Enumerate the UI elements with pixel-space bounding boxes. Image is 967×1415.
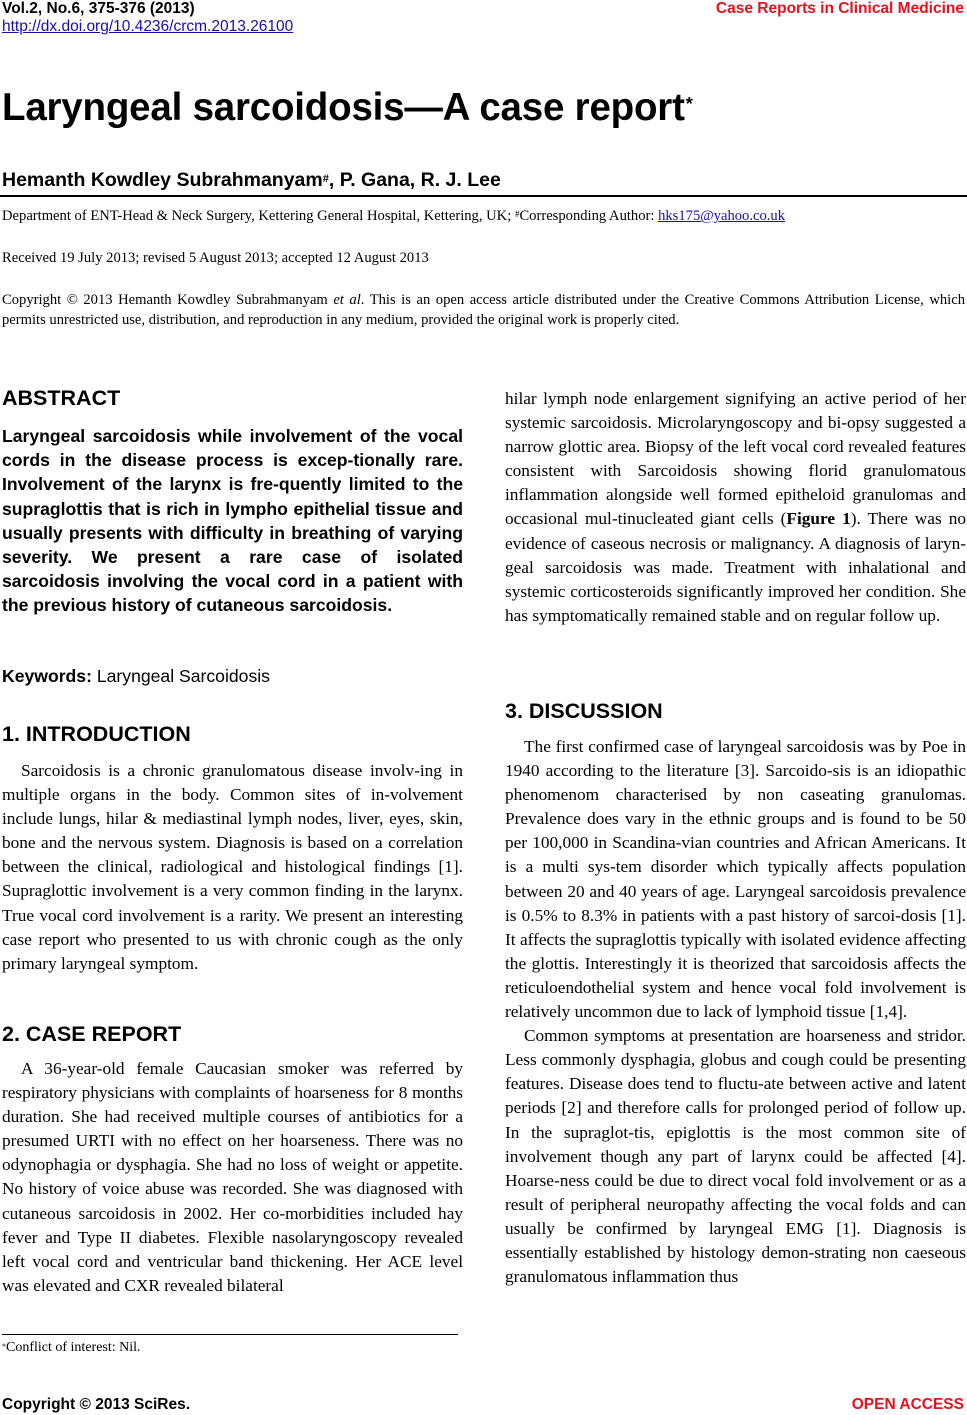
corresponding-mark-aff: # — [514, 209, 520, 219]
case-report-continued-end: ). There was no evidence of caseous necrosis or malignancy. A diagnosis of laryn-geal sarcoidosis was made. Treatment with inhalational and systemic corticosteroids significantly improved her condition. She has symptomatically remained stable and on regular follow up. — [505, 509, 966, 625]
section-heading-discussion: 3. DISCUSSION — [505, 699, 663, 723]
case-report-continued: hilar lymph node enlargement signifying an active period of her systemic sarcoidosis. Microlaryngoscopy and bi-opsy suggested a narrow glottic area. Biopsy of the left vocal cord revealed features consistent with Sarcoidosis showing florid granulomatous inflammation alongside well formed epitheloid granulomas and occasional mul-tinucleated giant cells ( — [505, 389, 966, 529]
footnote-divider — [2, 1334, 458, 1335]
corresponding-label: Corresponding Author: — [519, 208, 659, 224]
article-dates: Received 19 July 2013; revised 5 August 2013; accepted 12 August 2013 — [2, 250, 429, 266]
journal-name: Case Reports in Clinical Medicine — [715, 0, 964, 17]
article-title — [2, 80, 693, 136]
discussion-paragraph-1-text: The first confirmed case of laryngeal sarcoidosis was by Poe in 1940 according to the literature [3]. Sarcoido-sis is an idiopathic phenomenom characterised by non caseating granulomas. Prevalence does vary in the ethnic groups and is found to be 50 per 100,000 in Scandina-vian countries and African Americans. It is a multi sys-tem disorder which typically affects population between 20 and 40 years of age. Laryngeal sarcoidosis prevalence is 0.5% to 8.3% in patients with a past history of sarcoi-dosis [1]. It affects the supraglottis typically with isolated evidence affecting the glottis. Interestingly it is theorized that sarcoidosis affects the reticuloendothelial system and hence vocal fold involvement is relatively uncommon due to lack of lymphoid tissue [1,4]. — [505, 737, 966, 1022]
copyright-text-end: . This is an open access article distributed under the Creative Commons Attribution License, which permits unrestricted use, distribution, and reproduction in any medium, provided the original work is properly cited. — [2, 292, 965, 328]
figure-1-reference[interactable]: Figure 1 — [786, 509, 851, 529]
discussion-paragraph-2 — [505, 1024, 966, 1289]
footnote — [2, 1339, 141, 1357]
introduction-paragraph: Sarcoidosis is a chronic granulomatous disease involv-ing in multiple organs in the body. Common sites of in-volvement include lungs, hilar & mediastinal lymph nodes, liver, eyes, skin, bone and the nervous system. Diagnosis is based on a correlation between the clinical, radiological and histological findings [1]. Supraglottic involvement is a very common finding in the larynx. True vocal cord involvement is a rarity. We present an interesting case report who presented to us with chronic cough as the only primary laryngeal symptom. — [2, 761, 463, 973]
copyright-etal: et al — [333, 292, 361, 308]
copyright-notice — [2, 290, 965, 330]
open-access-label: OPEN ACCESS — [851, 1396, 964, 1413]
case-report-paragraph: A 36-year-old female Caucasian smoker was referred by respiratory physicians with complaints of hoarseness for 8 months duration. She had received multiple courses of antibiotics for a presumed URTI with no effect on her hoarseness. There was no odynophagia or dysphagia. She had no loss of weight or appetite. No history of voice abuse was recorded. She was diagnosed with cutaneous sarcoidosis in 2002. Her co-morbidities included hay fever and Type II diabetes. Flexible nasolaryngoscopy revealed left vocal cord and ventricular band thickening. Her ACE level was elevated and CXR revealed bilateral — [2, 1059, 463, 1295]
affiliation-text: Department of ENT-Head & Neck Surgery, Kettering General Hospital, Kettering, UK; — [2, 208, 515, 224]
author-list — [2, 167, 501, 193]
author-others: , P. Gana, R. J. Lee — [328, 169, 501, 191]
case-report-text-left — [2, 1057, 463, 1298]
title-footnote-mark: * — [685, 94, 693, 114]
footnote-mark: * — [2, 1342, 6, 1351]
section-heading-introduction: 1. INTRODUCTION — [2, 722, 191, 746]
keywords-label: Keywords: — [2, 666, 92, 686]
keywords — [2, 664, 270, 688]
case-report-text-right — [505, 387, 966, 628]
introduction-text — [2, 759, 463, 976]
discussion-paragraph-1 — [505, 735, 966, 1024]
corresponding-mark: # — [322, 173, 329, 185]
title-divider — [0, 195, 967, 197]
author-primary: Hemanth Kowdley Subrahmanyam — [2, 169, 323, 191]
discussion-paragraph-2-text: Common symptoms at presentation are hoarseness and stridor. Less commonly dysphagia, globus and cough could be presenting features. Disease does tend to fluctu-ate between active and latent periods [2] and therefore calls for prolonged period of follow up. In the supraglot-tis, epiglottis is the most common site of involvement though any part of larynx could be affected [4]. Hoarse-ness could be due to direct vocal fold involvement or as a result of peripheral neuropathy affecting the vocal folds and can usually be confirmed by laryngeal EMG [1]. Diagnosis is essentially established by histology demon-strating non caeseous granulomatous inflammation thus — [505, 1026, 966, 1287]
section-heading-case-report: 2. CASE REPORT — [2, 1022, 182, 1046]
keywords-value: Laryngeal Sarcoidosis — [91, 666, 270, 686]
affiliation — [2, 206, 965, 226]
copyright-text-start: Copyright © 2013 Hemanth Kowdley Subrahmanyam — [2, 292, 334, 308]
journal-citation: Vol.2, No.6, 375-376 (2013) — [2, 0, 195, 17]
corresponding-email-link[interactable]: hks175@yahoo.co.uk — [658, 208, 786, 224]
title-text: Laryngeal sarcoidosis—A case report — [2, 86, 685, 129]
footer-copyright: Copyright © 2013 SciRes. — [2, 1396, 191, 1413]
footnote-text: Conflict of interest: Nil. — [6, 1340, 141, 1355]
discussion-text — [505, 735, 966, 1289]
doi-link[interactable]: http://dx.doi.org/10.4236/crcm.2013.26100 — [2, 18, 294, 35]
abstract-heading: ABSTRACT — [2, 386, 121, 410]
abstract-text: Laryngeal sarcoidosis while involvement of the vocal cords in the disease process is excep-tionally rare. Involvement of the larynx is fre-quently limited to the supraglottis that is rich in lympho epithelial tissue and usually presents with difficulty in breathing of varying severity. We present a rare case of isolated sarcoidosis involving the vocal cord in a patient with the previous history of cutaneous sarcoidosis. — [2, 426, 463, 616]
